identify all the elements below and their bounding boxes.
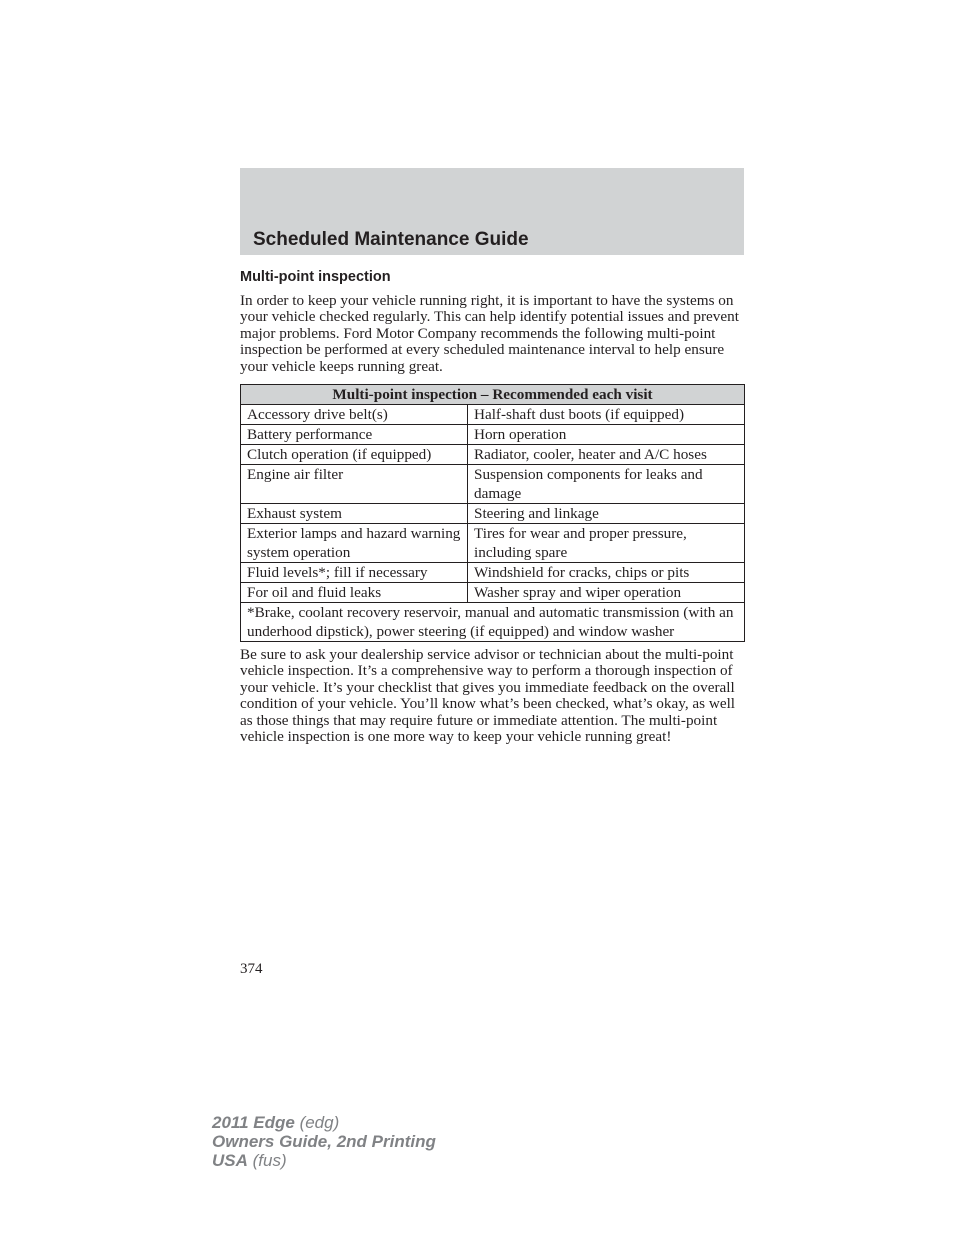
- footer-model: 2011 Edge: [212, 1113, 295, 1132]
- table-cell: Fluid levels*; fill if necessary: [241, 563, 468, 583]
- table-cell: Exhaust system: [241, 504, 468, 524]
- footer-line-market: [212, 1151, 436, 1170]
- main-content: [240, 266, 744, 745]
- section-heading: Multi-point inspection: [240, 269, 391, 285]
- table-footnote: *Brake, coolant recovery reservoir, manual and automatic transmission (with an underhood dipstick), power steering (if equipped) and window washer: [241, 603, 745, 642]
- table-row: [241, 425, 745, 445]
- table-cell: Battery performance: [241, 425, 468, 445]
- footer-market-code: (fus): [247, 1151, 287, 1170]
- table-row: [241, 465, 745, 504]
- table-cell: Washer spray and wiper operation: [468, 583, 745, 603]
- table-cell: Half-shaft dust boots (if equipped): [468, 405, 745, 425]
- table-cell: For oil and fluid leaks: [241, 583, 468, 603]
- footer-model-code: (edg): [294, 1113, 340, 1132]
- table-header: Multi-point inspection – Recommended each visit: [241, 385, 745, 405]
- footer-guide: Owners Guide, 2nd Printing: [212, 1132, 436, 1151]
- table-row: [241, 524, 745, 563]
- section-header-band: [240, 168, 744, 255]
- table-row: [241, 504, 745, 524]
- table-row: [241, 563, 745, 583]
- publication-footer: [212, 1113, 436, 1170]
- table-row: [241, 405, 745, 425]
- outro-paragraph: Be sure to ask your dealership service advisor or technician about the multi-point vehicle inspection. It’s a comprehensive way to perform a thorough inspection of your vehicle. It’s your checklist that gives you immediate feedback on the overall condition of your vehicle. You’ll know what’s been checked, what’s okay, as well as those things that may require future or immediate attention. The multi-point vehicle inspection is one more way to keep your vehicle running great!: [240, 646, 736, 746]
- table-row: [241, 583, 745, 603]
- footer-line-model: [212, 1113, 436, 1132]
- footer-line-guide: [212, 1132, 436, 1151]
- table-cell: Tires for wear and proper pressure, including spare: [468, 524, 745, 563]
- table-cell: Clutch operation (if equipped): [241, 445, 468, 465]
- footer-market: USA: [212, 1151, 248, 1170]
- table-cell: Radiator, cooler, heater and A/C hoses: [468, 445, 745, 465]
- page-title: Scheduled Maintenance Guide: [253, 229, 529, 250]
- table-cell: Suspension components for leaks and damage: [468, 465, 745, 504]
- table-cell: Engine air filter: [241, 465, 468, 504]
- table-footnote-row: [241, 603, 745, 642]
- table-cell: Horn operation: [468, 425, 745, 445]
- table-cell: Exterior lamps and hazard warning system operation: [241, 524, 468, 563]
- table-header-row: [241, 385, 745, 405]
- intro-paragraph: In order to keep your vehicle running right, it is important to have the systems on your vehicle checked regularly. This can help identify potential issues and prevent major problems. Ford Motor Company recommends the following multi-point inspection be performed at every scheduled maintenance interval to help ensure your vehicle keeps running great.: [240, 292, 739, 375]
- table-cell: Windshield for cracks, chips or pits: [468, 563, 745, 583]
- inspection-table: [240, 384, 745, 642]
- table-cell: Accessory drive belt(s): [241, 405, 468, 425]
- page-number: 374: [240, 961, 263, 977]
- table-cell: Steering and linkage: [468, 504, 745, 524]
- table-row: [241, 445, 745, 465]
